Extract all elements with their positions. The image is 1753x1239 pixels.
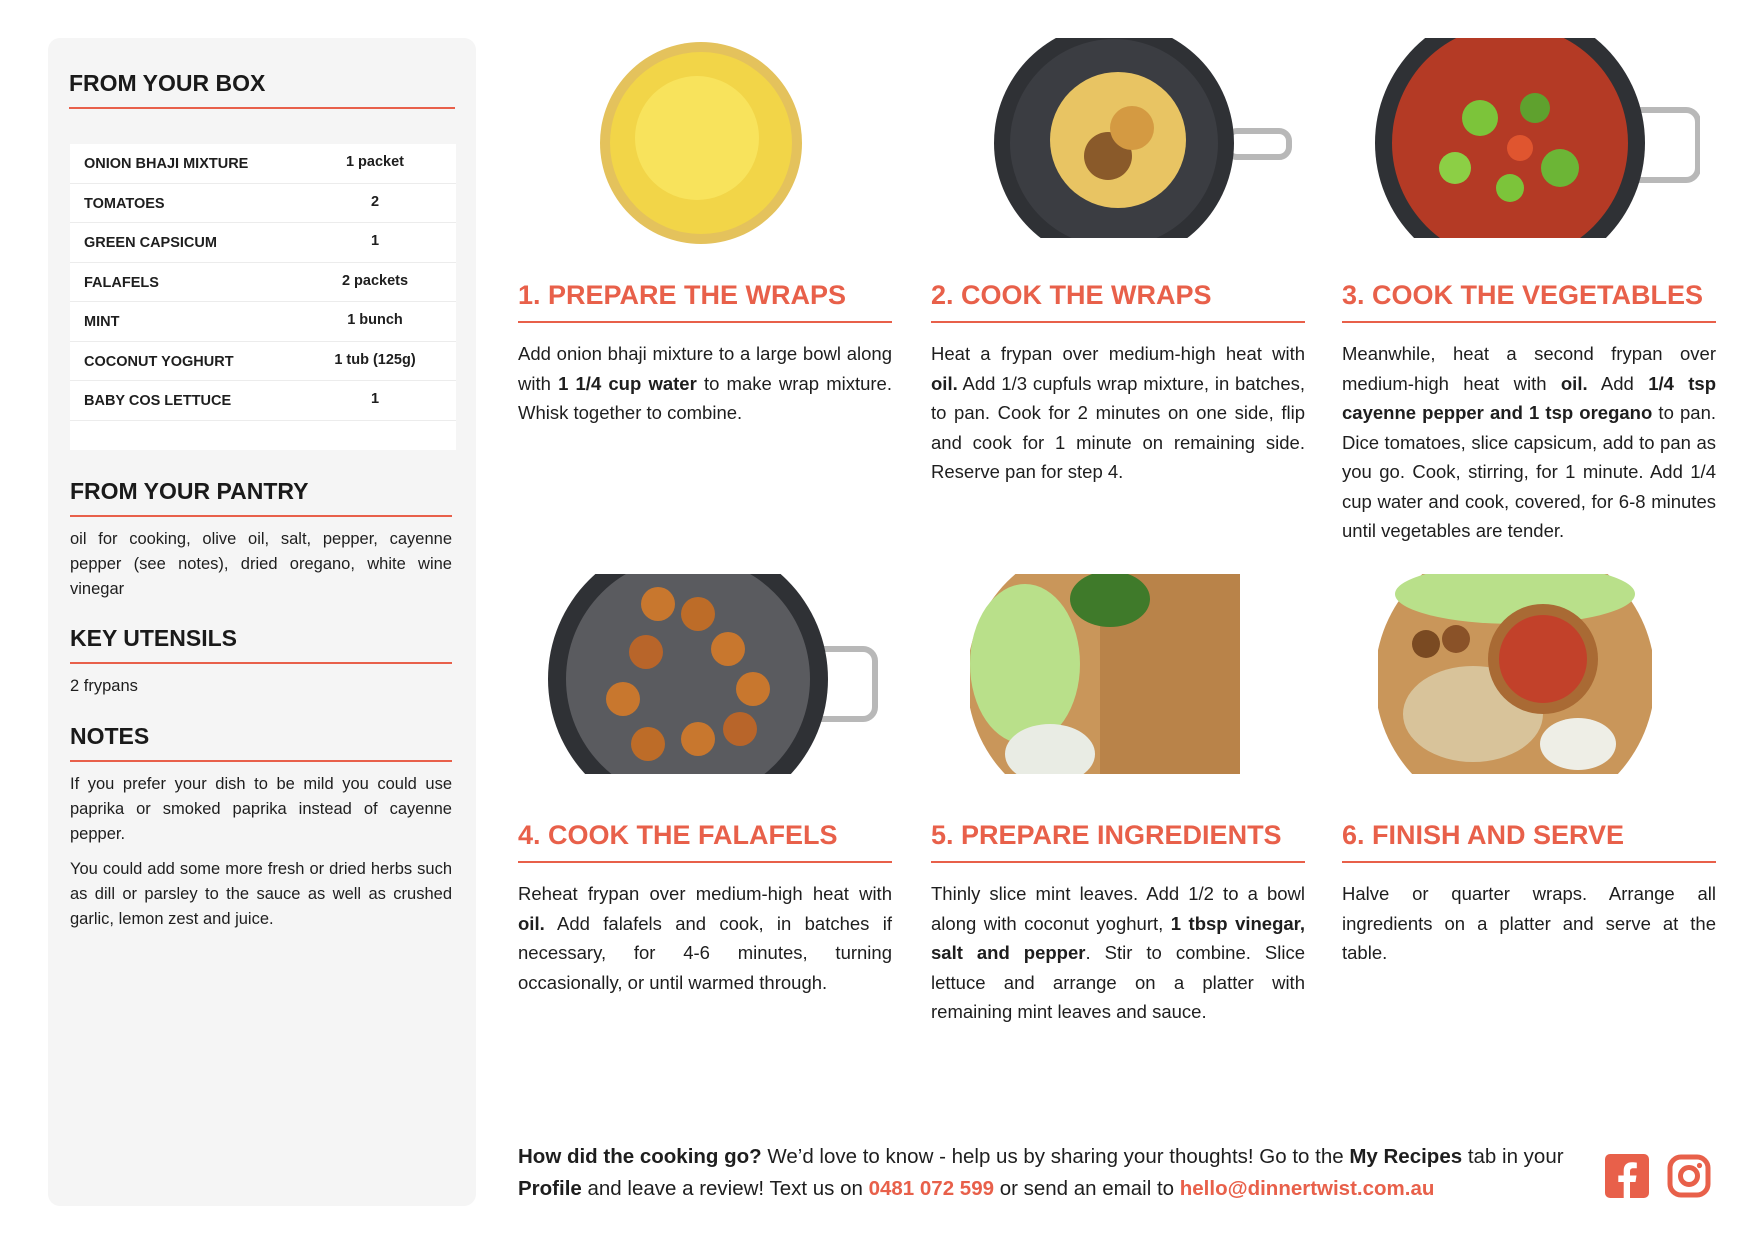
step-2-text: Heat a frypan over medium-high heat with oil. Add 1/3 cupfuls wrap mixture, in batches, to pan. Cook for 2 minutes on one side, flip and cook for 1 minute on remaining side. Reserve pan for step 4.	[931, 343, 1305, 482]
step-5-text: Thinly slice mint leaves. Add 1/2 to a bowl along with coconut yoghurt, 1 tbsp vinegar, salt and pepper. Stir to combine. Slice lettuce and arrange on a platter with remaining mint leaves and sauce.	[931, 883, 1306, 1022]
step-6-photo	[1378, 574, 1652, 784]
notes-section	[70, 723, 452, 932]
step-4-text: Reheat frypan over medium-high heat with oil. Add falafels and cook, in batches if necessary, for 4-6 minutes, turning occasionally, or until warmed through.	[518, 883, 892, 993]
table-row: ONION BHAJI MIXTURE 1 packet	[70, 144, 456, 184]
step-3-text: Meanwhile, heat a second frypan over medium-high heat with oil. Add 1/4 tsp cayenne pepper and 1 tsp oregano to pan. Dice tomatoes, slice capsicum, add to pan as you go. Cook, stirring, for 1 minute. Add 1/4 cup water and cook, covered, for 6-8 minutes until vegetables are tender.	[1342, 343, 1716, 541]
email-link[interactable]: hello@dinnertwist.com.au	[1179, 1177, 1435, 1200]
step-5-title: 5. PREPARE INGREDIENTS	[931, 820, 1305, 863]
step-4	[518, 820, 892, 997]
my-recipes-link[interactable]: My Recipes	[1349, 1145, 1463, 1168]
step-2	[931, 280, 1305, 487]
notes-title: NOTES	[70, 723, 452, 762]
profile-link[interactable]: Profile	[518, 1177, 582, 1200]
step-5-photo	[970, 574, 1240, 784]
phone-link[interactable]: 0481 072 599	[868, 1177, 994, 1200]
step-6-title: 6. FINISH AND SERVE	[1342, 820, 1716, 863]
table-row: COCONUT YOGHURT 1 tub (125g)	[70, 342, 456, 382]
feedback-footer: How did the cooking go? We’d love to know - help us by sharing your thoughts! Go to the My Recipes tab in your Profile and leave a review! Text us on 0481 072 599 or send an email to hello@dinnertwist.com.au	[518, 1145, 1564, 1200]
pantry-section	[70, 478, 452, 602]
facebook-icon[interactable]	[1604, 1153, 1650, 1199]
step-2-photo	[982, 38, 1292, 248]
pantry-text: oil for cooking, olive oil, salt, pepper, cayenne pepper (see notes), dried oregano, white wine vinegar	[70, 530, 452, 598]
pantry-title: FROM YOUR PANTRY	[70, 478, 452, 517]
utensils-section	[70, 625, 452, 699]
table-row: BABY COS LETTUCE 1	[70, 381, 456, 421]
from-your-box-title: FROM YOUR BOX	[69, 70, 455, 109]
step-3-title: 3. COOK THE VEGETABLES	[1342, 280, 1716, 323]
step-1-title: 1. PREPARE THE WRAPS	[518, 280, 892, 323]
step-6-text: Halve or quarter wraps. Arrange all ingredients on a platter and serve at the table.	[1342, 883, 1716, 963]
notes-text-1: If you prefer your dish to be mild you could use paprika or smoked paprika instead of cayenne pepper.	[70, 775, 452, 843]
step-2-title: 2. COOK THE WRAPS	[931, 280, 1305, 323]
step-1-photo	[597, 38, 805, 248]
utensils-title: KEY UTENSILS	[70, 625, 452, 664]
table-row: GREEN CAPSICUM 1	[70, 223, 456, 263]
step-5	[931, 820, 1305, 1027]
notes-text-2: You could add some more fresh or dried herbs such as dill or parsley to the sauce as well as crushed garlic, lemon zest and juice.	[70, 860, 452, 928]
instagram-icon[interactable]	[1666, 1153, 1712, 1199]
table-row: FALAFELS 2 packets	[70, 263, 456, 303]
step-3	[1342, 280, 1716, 546]
step-4-photo	[548, 574, 878, 784]
sidebar	[48, 38, 476, 1206]
step-6	[1342, 820, 1716, 968]
step-1	[518, 280, 892, 428]
table-row: MINT 1 bunch	[70, 302, 456, 342]
utensils-text: 2 frypans	[70, 677, 138, 695]
step-3-photo	[1360, 38, 1700, 248]
step-4-title: 4. COOK THE FALAFELS	[518, 820, 892, 863]
ingredients-table	[70, 144, 456, 450]
step-1-text: Add onion bhaji mixture to a large bowl along with 1 1/4 cup water to make wrap mixture. Whisk together to combine.	[518, 343, 892, 423]
table-row: TOMATOES 2	[70, 184, 456, 224]
